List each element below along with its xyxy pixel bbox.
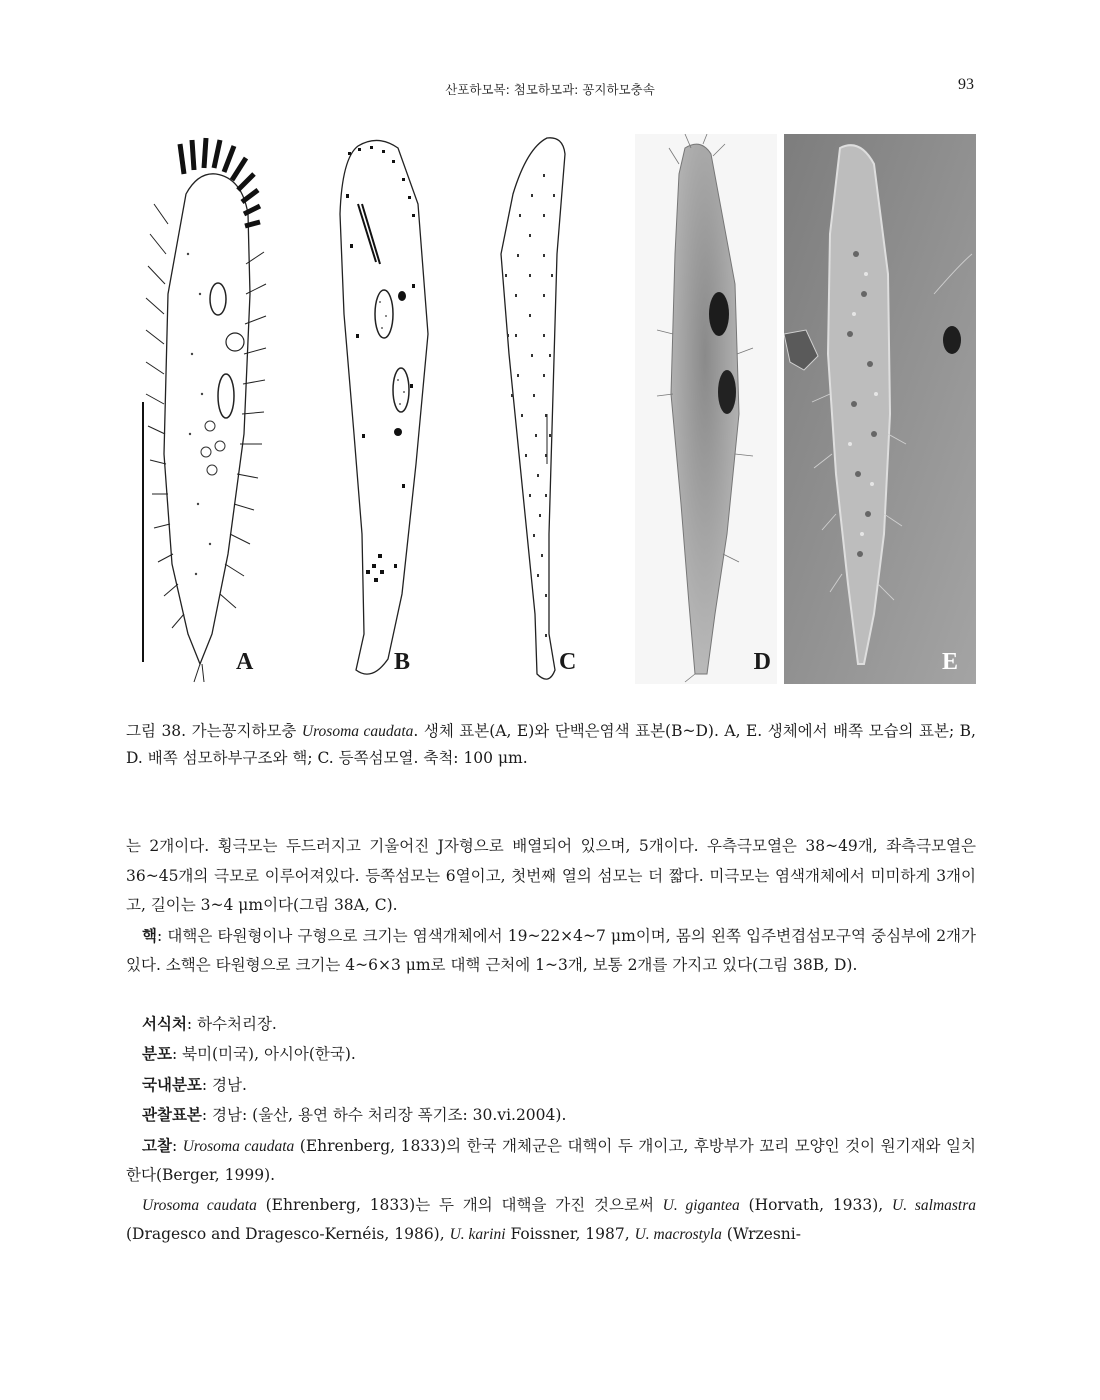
- remarks-label: 고찰: [142, 1135, 172, 1155]
- nucleus-label: 핵: [142, 925, 157, 945]
- caption-rest: . 생체 표본(A, E)와 단백은염색 표본(B~D). A, E. 생체에서 배쪽 모습의 표본; B, D. 배쪽 섬모하부구조와 핵; C. 등쪽섬모열. 축척: 100 μm.: [126, 722, 976, 767]
- page-number: 93: [958, 76, 974, 93]
- comparison-species-4: U. karini: [449, 1226, 506, 1243]
- remarks-species: Urosoma caudata: [182, 1137, 295, 1155]
- ciliate-drawing-a: [138, 134, 288, 684]
- panel-label-e: E: [941, 649, 958, 675]
- running-title: 산포하모목: 첨모하모과: 꽁지하모충속: [445, 82, 655, 97]
- body-text: [126, 832, 976, 1250]
- panel-e-micrograph: [784, 134, 976, 684]
- panel-b-drawing: [318, 134, 468, 684]
- panel-d-micrograph: [635, 134, 777, 684]
- ciliate-drawing-c: [483, 134, 613, 684]
- panel-c-drawing: [483, 134, 613, 684]
- nucleus-text: : 대핵은 타원형이나 구형으로 크기는 염색개체에서 19~22×4~7 μm이며, 몸의 왼쪽 입주변겹섬모구역 중심부에 2개가 있다. 소핵은 타원형으로 크기는 4~6×3 μm로 대핵 근처에 1~3개, 보통 2개를 가지고 있다(그림 38B, D).: [126, 926, 976, 974]
- paragraph-nucleus: [126, 921, 976, 981]
- comparison-text-2: (Horvath, 1933),: [739, 1195, 893, 1214]
- paragraph-habitat: [126, 1009, 976, 1040]
- paragraph-cirri: 는 2개이다. 횡극모는 두드러지고 기울어진 J자형으로 배열되어 있으며, 5개이다. 우측극모열은 38~49개, 좌측극모열은 36~45개의 극모로 이루어져있다. 등쪽섬모는 6열이고, 첫번째 열의 섬모는 더 짧다. 미극모는 염색개체에서 미미하게 3개이고, 길이는 3~4 μm이다(그림 38A, C).: [126, 837, 976, 914]
- comparison-species-2: U. gigantea: [662, 1196, 740, 1214]
- caption-lead: 그림 38. 가는꽁지하모충: [126, 722, 302, 740]
- figure-38: [138, 134, 976, 684]
- page-header: [0, 76, 1100, 98]
- comparison-species-5: U. macrostyla: [634, 1226, 722, 1243]
- specimen-text: : 경남: (울산, 용연 하수 처리장 폭기조: 30.vi.2004).: [201, 1106, 567, 1124]
- stained-micrograph-d: [635, 134, 777, 684]
- live-micrograph-e: [784, 134, 976, 684]
- panel-label-a: A: [236, 649, 254, 675]
- paragraph-specimen: [126, 1100, 976, 1131]
- specimen-label: 관찰표본: [142, 1105, 202, 1124]
- habitat-label: 서식처: [142, 1013, 187, 1033]
- comparison-text-5: (Wrzesni-: [721, 1225, 801, 1243]
- comparison-text-4: Foissner, 1987,: [505, 1225, 635, 1243]
- comparison-text-3: (Dragesco and Dragesco-Kernéis, 1986),: [126, 1225, 450, 1243]
- caption-species: Urosoma caudata: [301, 723, 414, 740]
- figure-caption: [126, 718, 976, 772]
- panel-a-drawing: [138, 134, 288, 684]
- comparison-species-1: Urosoma caudata: [142, 1196, 257, 1214]
- panel-label-c: C: [559, 649, 577, 675]
- ciliate-drawing-b: [318, 134, 468, 684]
- remarks-text: (Ehrenberg, 1833)의 한국 개체군은 대핵이 두 개이고, 후방부가 꼬리 모양인 것이 원기재와 일치한다(Berger, 1999).: [126, 1136, 977, 1184]
- habitat-text: : 하수처리장.: [186, 1014, 277, 1033]
- domestic-text: : 경남.: [201, 1075, 247, 1094]
- panel-label-d: D: [753, 649, 771, 675]
- domestic-label: 국내분포: [142, 1074, 202, 1094]
- comparison-species-3: U. salmastra: [892, 1196, 977, 1214]
- distribution-label: 분포: [142, 1044, 172, 1063]
- distribution-text: : 북미(미국), 아시아(한국).: [171, 1045, 356, 1063]
- paragraph-domestic: [126, 1070, 976, 1101]
- paragraph-distribution: [126, 1039, 976, 1070]
- paragraph-remarks: 고찰: Urosoma caudata (Ehrenberg, 1833)의 한국 개체군은 대핵이 두 개이고, 후방부가 꼬리 모양인 것이 원기재와 일치한다(Berger, 1999).: [126, 1135, 977, 1184]
- comparison-text-1: (Ehrenberg, 1833)는 두 개의 대핵을 가진 것으로써: [256, 1195, 663, 1214]
- paragraph-comparison: [126, 1191, 976, 1250]
- panel-label-b: B: [394, 649, 411, 675]
